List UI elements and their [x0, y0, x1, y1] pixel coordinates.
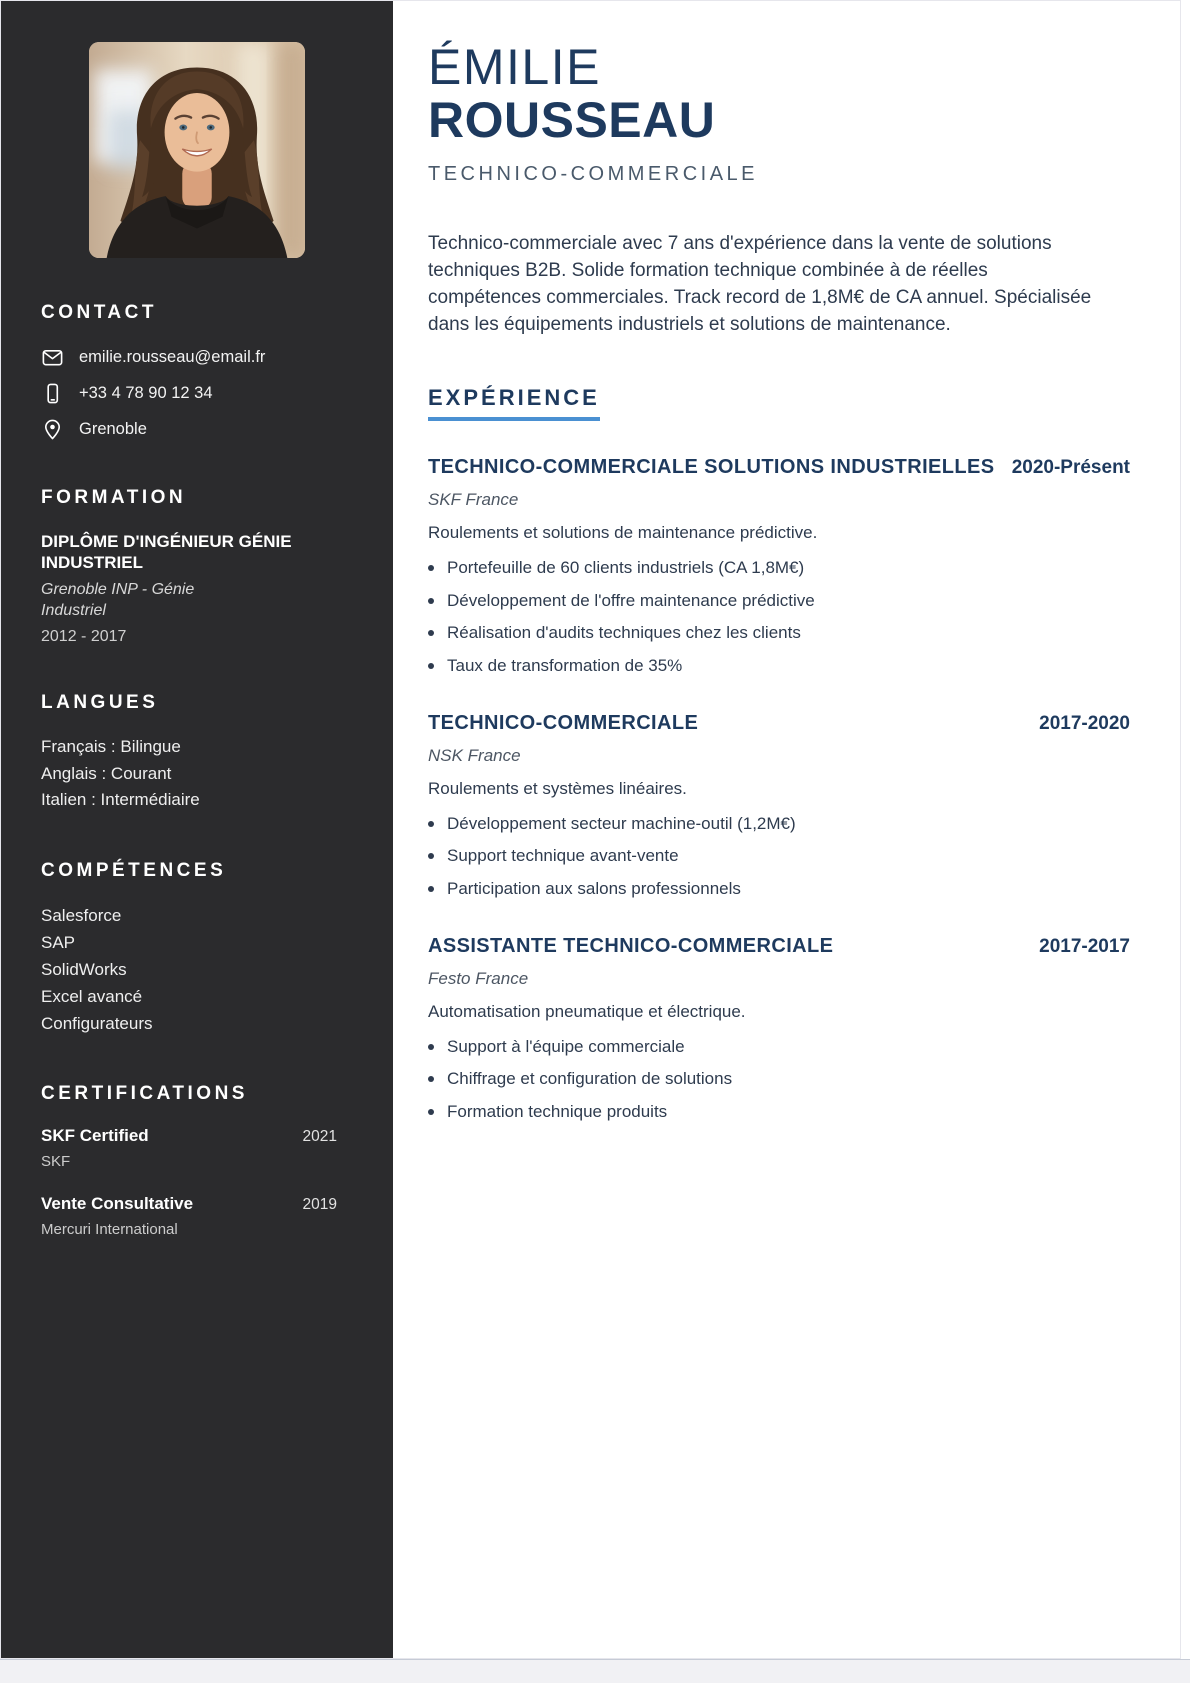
bullet-text: Portefeuille de 60 clients industriels (CA 1,8M€)	[447, 558, 805, 577]
certifications-section	[41, 1083, 353, 1238]
certification-year: 2019	[302, 1195, 337, 1213]
competences-section	[41, 860, 353, 1037]
job-company: NSK France	[428, 745, 521, 765]
job-header	[428, 456, 1130, 479]
first-name: ÉMILIE	[428, 39, 601, 95]
contact-list	[41, 346, 353, 441]
langue-item: Anglais : Courant	[41, 763, 172, 783]
bullet-dot	[428, 1109, 434, 1115]
bullet-dot	[428, 1076, 434, 1082]
bullet-dot	[428, 565, 434, 571]
contact-row-location	[41, 418, 353, 441]
langues-list	[41, 734, 353, 814]
bullet-item	[428, 556, 1130, 580]
certification-year: 2021	[302, 1127, 337, 1145]
job-entry	[428, 712, 1130, 901]
competences-list	[41, 902, 353, 1037]
profile-photo	[89, 42, 305, 258]
competence-item: Salesforce	[41, 905, 122, 925]
formation-section	[41, 487, 353, 646]
bullet-text: Taux de transformation de 35%	[447, 655, 683, 675]
langue-item: Italien : Intermédiaire	[41, 790, 200, 809]
bullet-text: Chiffrage et configuration de solutions	[447, 1069, 733, 1088]
bullet-dot	[428, 853, 434, 859]
formation-years: 2012 - 2017	[41, 628, 127, 645]
bullet-item	[428, 877, 1130, 901]
certification-item	[41, 1194, 353, 1238]
contact-phone: +33 4 78 90 12 34	[79, 384, 213, 402]
formation-degree: DIPLÔME D'INGÉNIEUR GÉNIE INDUSTRIEL	[41, 532, 292, 572]
job-header	[428, 935, 1130, 958]
certification-org: SKF	[41, 1152, 71, 1170]
experience-list	[428, 456, 1130, 1124]
job-description: Roulements et solutions de maintenance prédictive.	[428, 523, 818, 542]
competence-item: SolidWorks	[41, 959, 127, 979]
contact-email: emilie.rousseau@email.fr	[79, 348, 266, 366]
langues-section	[41, 692, 353, 814]
candidate-name	[428, 41, 1130, 147]
bullet-text: Développement de l'offre maintenance prédictive	[447, 590, 815, 610]
certification-name: SKF Certified	[41, 1125, 149, 1145]
competences-title: COMPÉTENCES	[41, 859, 227, 881]
job-company: Festo France	[428, 968, 529, 988]
certification-item	[41, 1126, 353, 1170]
job-dates: 2020-Présent	[1011, 457, 1130, 478]
location-icon	[41, 418, 64, 441]
contact-title: CONTACT	[41, 302, 157, 323]
job-bullets	[428, 812, 1130, 901]
profile-photo-illustration	[89, 42, 305, 258]
job-title: ASSISTANTE TECHNICO-COMMERCIALE	[428, 934, 834, 957]
bullet-item	[428, 844, 1130, 868]
job-entry	[428, 935, 1130, 1124]
langues-title: LANGUES	[41, 692, 159, 713]
job-title: TECHNICO-COMMERCIALE	[428, 711, 699, 734]
main-content	[393, 1, 1180, 1658]
experience-heading: EXPÉRIENCE	[428, 385, 600, 421]
job-dates: 2017-2017	[1039, 935, 1130, 957]
sidebar	[1, 1, 393, 1658]
bullet-dot	[428, 630, 434, 636]
bullet-text: Formation technique produits	[447, 1101, 668, 1121]
bullet-text: Support technique avant-vente	[447, 846, 679, 865]
formation-title: FORMATION	[41, 487, 187, 508]
job-company: SKF France	[428, 490, 519, 509]
job-description: Automatisation pneumatique et électrique.	[428, 1001, 746, 1021]
bullet-item	[428, 621, 1130, 645]
formation-school: Grenoble INP - Génie Industriel	[41, 581, 195, 619]
certification-name: Vente Consultative	[41, 1193, 194, 1213]
bullet-dot	[428, 1044, 434, 1050]
bullet-item	[428, 1035, 1130, 1059]
bullet-text: Développement secteur machine-outil (1,2M€)	[447, 813, 796, 833]
page-background-strip	[0, 1659, 1190, 1683]
job-bullets	[428, 1035, 1130, 1124]
contact-row-phone	[41, 382, 353, 405]
phone-icon	[41, 382, 64, 405]
contact-row-email	[41, 346, 353, 369]
competence-item: Excel avancé	[41, 986, 143, 1006]
bullet-text: Réalisation d'audits techniques chez les clients	[447, 623, 801, 642]
contact-location: Grenoble	[79, 420, 147, 438]
bullet-item	[428, 589, 1130, 613]
job-description: Roulements et systèmes linéaires.	[428, 778, 687, 798]
bullet-item	[428, 812, 1130, 836]
bullet-dot	[428, 598, 434, 604]
bullet-text: Participation aux salons professionnels	[447, 878, 741, 898]
last-name: ROUSSEAU	[428, 92, 716, 148]
job-entry	[428, 456, 1130, 678]
summary-paragraph: Technico-commerciale avec 7 ans d'expérience dans la vente de solutions techniques B2B. Solide formation technique combinée à de réelles compétences commerciales. Track record de 1,8M€ de CA annuel. Spécialisée dans les équipements industriels et solutions de maintenance.	[428, 233, 1092, 335]
bullet-item	[428, 1067, 1130, 1091]
certification-org: Mercuri International	[41, 1220, 178, 1238]
competence-item: SAP	[41, 932, 76, 952]
job-bullets	[428, 556, 1130, 678]
certifications-title: CERTIFICATIONS	[41, 1082, 248, 1104]
job-dates: 2017-2020	[1039, 712, 1130, 734]
bullet-item	[428, 654, 1130, 678]
bullet-text: Support à l'équipe commerciale	[447, 1036, 685, 1056]
job-header	[428, 712, 1130, 735]
langue-item: Français : Bilingue	[41, 737, 181, 756]
job-title: TECHNICO-COMMERCIALE SOLUTIONS INDUSTRIELLES	[428, 456, 995, 478]
competence-item: Configurateurs	[41, 1013, 153, 1033]
bullet-dot	[428, 886, 434, 892]
contact-section	[41, 302, 353, 441]
candidate-job-title: TECHNICO-COMMERCIALE	[428, 163, 759, 185]
bullet-dot	[428, 663, 434, 669]
bullet-dot	[428, 821, 434, 827]
bullet-item	[428, 1100, 1130, 1124]
email-icon	[41, 346, 64, 369]
